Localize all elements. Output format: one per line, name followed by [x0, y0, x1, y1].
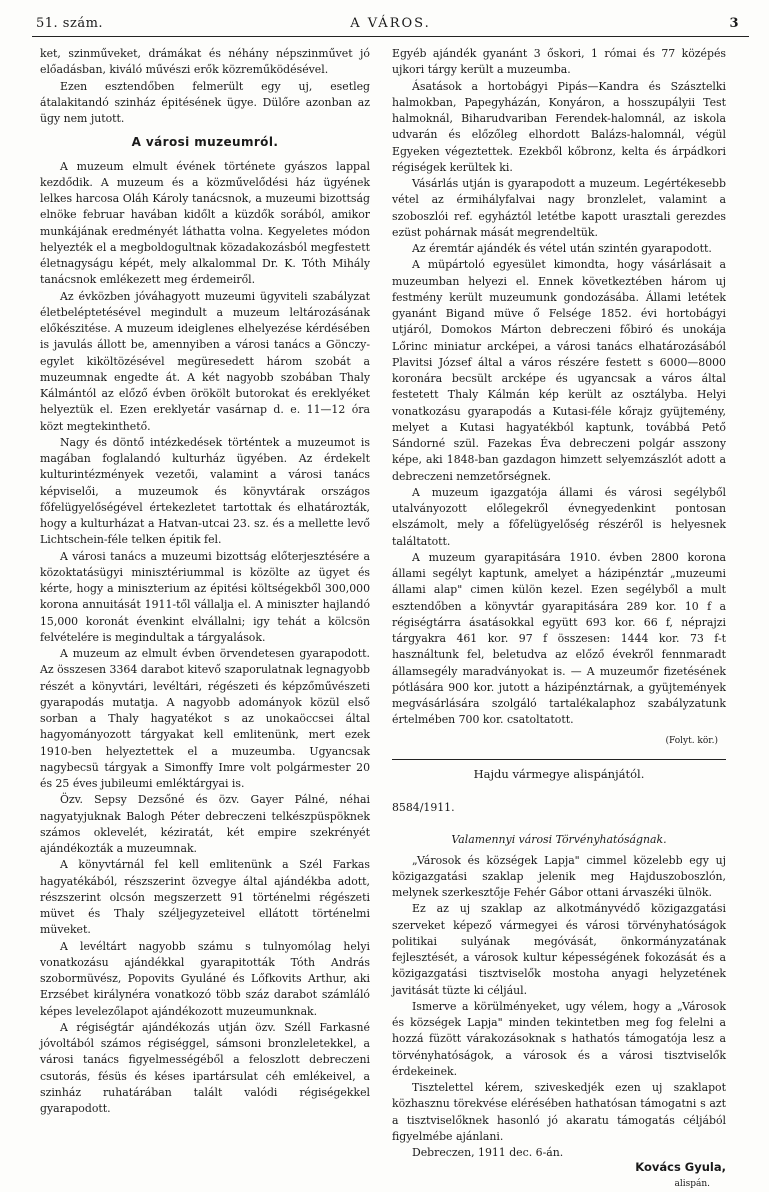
section-title: A városi muzeumról. [131, 135, 279, 150]
paragraph: Egyéb ajándék gyanánt 3 őskori, 1 római és 77 középés ujkori tárgy került a muzeumba. [392, 47, 726, 77]
header-rule [32, 36, 749, 37]
paragraph: ket, szinműveket, drámákat és néhány népszinművet jó előadásban, kiváló művészi erők közreműködésével. [40, 47, 370, 77]
paragraph: Nagy és döntő intézkedések történtek a muzeumot is magában foglalandó kulturház ügyében. Az érdekelt kulturintézmények vezetői, valamint a városi tanács képviselői, a muzeumok és könyvtárak országos főfelügyelőségével értekezletet tartottak és elhatározták, hogy a kulturházat a Hatvan-utcai 23. sz. és a mellette levő Lichtschein-féle telken épitik fel. [40, 435, 370, 547]
notice-letter [392, 853, 726, 1162]
continued-note: (Folyt. kör.) [665, 735, 718, 746]
paragraph: Ez az uj szaklap az alkotmányvédő közigazgatási szerveket képező vármegyei és városi törvényhatóságok politikai sulyának megóvását, önkormányzatának fejlesztését, a városok kultur képességének fokozását és a közigazgatási tisztviselők mostoha anyagi helyzetének javitását tüzte ki céljául. [392, 902, 726, 997]
page-number: 3 [729, 16, 739, 31]
paragraph: A muzeum az elmult évben örvendetesen gyarapodott. Az összesen 3364 darabot kitevő szaporulatnak legnagyobb részét a könyvtári, levéltári, régészeti és képzőművészeti gyarapodás mutatja. A nagyobb adományok közül első sorban a Thaly hagyatékot s az unokaöccsei által hagyományozott tárgyakat kell emlitenünk, mert ezek 1910-ben helyeztettek el a muzeumba. Ugyancsak nagybecsü tárgyak a Simonffy Imre volt polgármester 20 és 25 éves jubileumi emléktárgyai is. [40, 647, 370, 790]
addressee: Valamennyi városi Törvényhatóságnak. [451, 833, 667, 847]
paragraph: A müpártoló egyesület kimondta, hogy vásárlásait a muzeumban helyezi el. Ennek következtében három uj festmény került muzeumunk gondozásába. Állami letétek gyanánt Bigand müve ő Felsége 1852. évi hortobágyi utjáról, Domokos Márton debreczeni főbiró és unokája Lőrinc miniatur arcképei, a városi tanács elhatározásából Plavitsi József által a város részére festett s 6000—8000 koronára becsült arcképe és ugyancsak a város által festetett Thaly Kálmán kép került az osztályba. Helyi vonatkozásu gyarapodás a Kutasi-féle kőrajz gyüjtemény, melyet a Kutasi hagyatékból kaptunk, továbbá Pető Sándorné szül. Fazekas Éva debreczeni polgár asszony képe, aki 1848-ban gazdagon himzett selyemzászlót adott a debreczeni nemzetőrségnek. [392, 258, 726, 483]
paragraph: Ásatások a hortobágyi Pipás—Kandra és Szásztelki halmokban, Papegyházán, Konyáron, a hosszupályii Test halmoknál, Biharudvariban Ferendek-halomnál, az iskola udvarán és előzőleg elhordott Balázs-halomnál, végül Egyeken végeztettek. Ezekből kőbronz, kelta és árpádkori régiségek kerültek ki. [392, 79, 726, 174]
paragraph: A muzeum igazgatója állami és városi segélyből utalványozott előlegekről évnegyedenkint pontosan elszámolt, mely a főfelügyelőség részéről is helyesnek találtatott. [392, 485, 726, 548]
paragraph: Tisztelettel kérem, sziveskedjék ezen uj szaklapot közhasznu törekvése elérésében hathatósan támogatni s azt a tisztviselőknek hasonló jó akaratu támogatás céljából figyelmébe ajánlani. [392, 1081, 726, 1143]
museum-article-continued [392, 46, 726, 729]
museum-article [40, 159, 370, 1118]
issue-number: 51. szám. [36, 16, 104, 31]
left-column [40, 46, 370, 1117]
paragraph: Vásárlás utján is gyarapodott a muzeum. Legértékesebb vétel az érmihályfalvai nagy bronzlelet, valamint a szoboszlói ref. egyháztól letétbe kapott urasztali gerezdes ezüst pohárnak mását megrendeltük. [392, 177, 726, 239]
signature: Kovács Gyula, [635, 1160, 726, 1175]
paragraph: A régiségtár ajándékozás utján özv. Széll Farkasné jóvoltából számos régiséggel, sámsoni bronzleletekkel, a városi tanács figyelmességéből a feloszlott debreczeni csutorás, fésüs és késes ipartársulat céh emlékeivel, a szinház ruhatárában talált valódi régiségekkel gyarapodott. [40, 1020, 370, 1115]
paragraph: „Városok és községek Lapja" cimmel közelebb egy uj közigazgatási szaklap jelenik meg Hajduszoboszlón, melynek szerkesztője Fehér Gábor ottani árvaszéki ülnök. [392, 853, 726, 899]
right-column [392, 46, 726, 1192]
paragraph: A muzeum elmult évének története gyászos lappal kezdődik. A muzeum és a közművelődési ház ügyének lelkes harcosa Oláh Károly tanácsnok, a muzeumi bizottság elnöke februar havában kidőlt a küzdők sorából, amikor munkájának eredményét láthatta volna. Kegyeletes módon helyezték el a megboldogultnak közadakozásból megfestett életnagyságu képét, mely alkalommal Dr. K. Tóth Mihály tanácsnok emlékezett meg érdemeiről. [40, 159, 370, 287]
left-intro-paragraphs [40, 46, 370, 127]
notice-title: Hajdu vármegye alispánjától. [473, 766, 645, 781]
signature-role: alispán. [674, 1178, 710, 1189]
paragraph: Özv. Sepsy Dezsőné és özv. Gayer Pálné, néhai nagyatyjuknak Balogh Péter debreczeni telkészpüspöknek számos oklevelét, kéziratát, két empire szekrényét ajándékozták a muzeumnak. [40, 793, 370, 855]
page-header [30, 16, 751, 36]
paragraph: Ismerve a körülményeket, ugy vélem, hogy a „Városok és községek Lapja" minden tekintetben meg fog felelni a hozzá füzött várakozásoknak s hathatós támogatója lesz a törvényhatóságok, a városok és a városi tisztviselők érdekeinek. [392, 999, 726, 1078]
reference-number: 8584/1911. [392, 801, 455, 814]
paragraph: Debreczen, 1911 dec. 6-án. [412, 1146, 564, 1159]
paragraph: Az évközben jóváhagyott muzeumi ügyviteli szabályzat életbeléptetésével megindult a muzeum leltározásának előkészitése. A muzeum ideiglenes elhelyezése kérdésében is javulás állott be, amennyiben a városi tanács a Gönczy-egylet kiköltözésével megüresedett három szobát a muzeumnak engedte át. A két nagyobb szobában Thaly Kálmántól az előző évben örökölt butorokat és ereklyéket helyeztük el. Ezen ereklyetár vasárnap d. e. 11—12 óra közt megtekinthető. [40, 289, 370, 433]
paragraph: A könyvtárnál fel kell emlitenünk a Szél Farkas hagyatékából, részszerint özvegye által ajándékba adott, részszerint olcsón megszerzett 91 történelmi régészeti müvet és Thaly széljegyzeteivel ellátott történelmi müveket. [40, 858, 370, 937]
paragraph: Ezen esztendőben felmerült egy uj, esetleg átalakitandó szinház épitésének ügye. Dülőre azonban az ügy nem jutott. [40, 79, 370, 125]
section-separator [392, 759, 726, 760]
paragraph: Az éremtár ajándék és vétel után szintén gyarapodott. [412, 242, 712, 255]
newspaper-title: A VÁROS. [350, 16, 431, 31]
paragraph: A városi tanács a muzeumi bizottság előterjesztésére a közoktatásügyi minisztériummal is közölte az ügyet és kérte, hogy a miniszterium az épitési költségekből 300,000 korona annuitását 1911-től vállalja el. A miniszter hajlandó 15,000 koronát évenkint elvállalni; igy tehát a kölcsön felvételére is megindultak a tárgyalások. [40, 549, 370, 644]
paragraph: A levéltárt nagyobb számu s tulnyomólag helyi vonatkozásu ajándékkal gyarapitották Tóth András szobormüvész, Popovits Gyuláné és Lőfkovits Arthur, aki Erzsébet királynéra vonatkozó több száz darabot számláló képes levelezőlapot ajándékozott muzeumunknak. [40, 939, 370, 1018]
paragraph: A muzeum gyarapitására 1910. évben 2800 korona állami segélyt kaptunk, amelyet a házipénztár „muzeumi állami alap" cimen külön kezel. Ezen segélyből a mult esztendőben a könyvtár gyarapitására 289 kor. 10 f a régiségtárra ásatásokkal együtt 693 kor. 66 f, néprajzi tárgyakra 461 kor. 97 f összesen: 1444 kor. 73 f-t használtunk fel, beletudva az előző évekről fennmaradt államsegély maradványokat is. — A muzeumőr fizetésének pótlására 900 kor. jutott a házipénztárnak, a gyüjtemények megvásárlására szolgáló tartalékalaphoz szabályzatunk értelmében 700 kor. csatoltatott. [392, 550, 726, 727]
